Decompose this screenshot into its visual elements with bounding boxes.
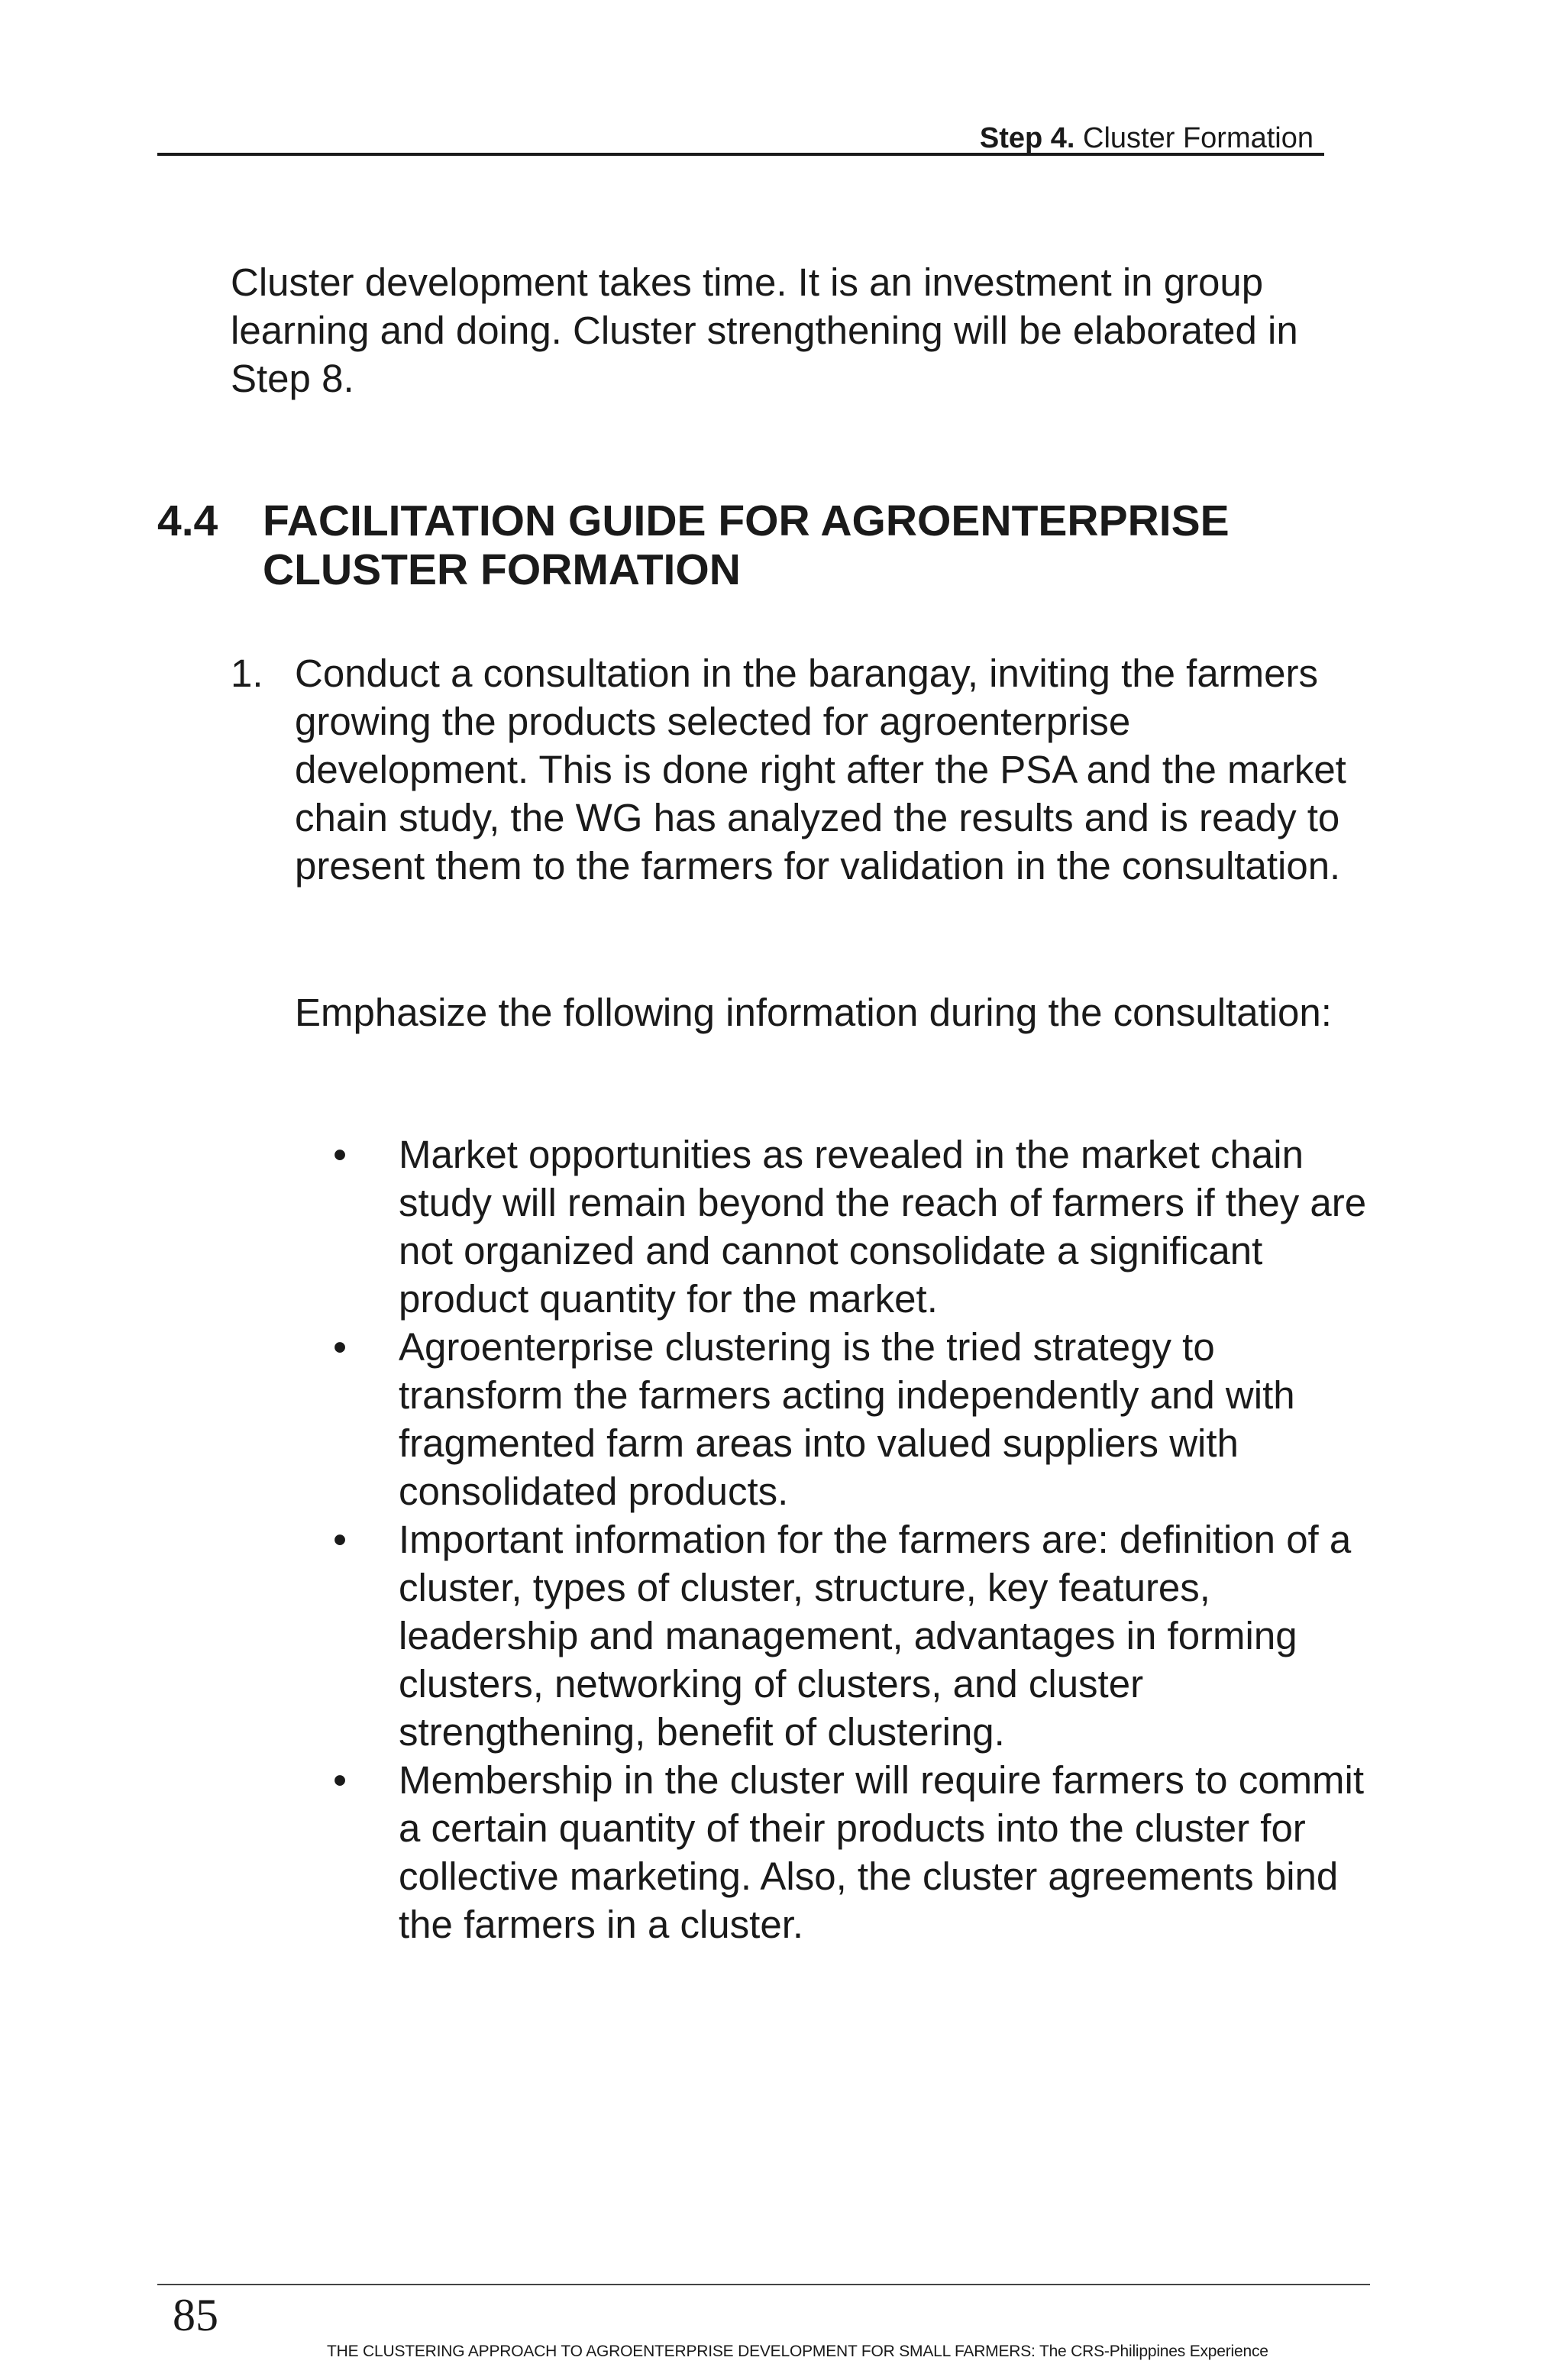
header-step-title: Cluster Formation [1083,122,1314,154]
header-rule [157,153,1324,156]
list-item-number: 1. [231,652,263,695]
intro-paragraph: Cluster development takes time. It is an investment in group learning and doing. Cluster strengthening will be elaborated in Step 8. [231,260,1298,400]
bullet-item [328,1515,1367,1756]
bullet-icon: • [333,1518,347,1561]
bullet-icon: • [333,1133,347,1176]
bullet-item [328,1756,1367,1948]
bullet-icon: • [333,1758,347,1802]
bullet-icon: • [333,1325,347,1369]
page-number: 85 [173,2290,218,2340]
bullet-list [328,1130,1367,1948]
header-step-label: Step 4. [979,122,1075,154]
bullet-text: Membership in the cluster will require farmers to commit a certain quantity of their products into the cluster for collective marketing. Also, the cluster agreements bind the farmers in a cluster. [399,1758,1365,1946]
bullet-text: Market opportunities as revealed in the market chain study will remain beyond the reach of farmers if they are not organized and cannot consolidate a significant product quantity for the market. [399,1133,1367,1321]
bullet-item [328,1323,1367,1515]
section-number: 4.4 [157,496,218,545]
emphasis-paragraph: Emphasize the following information during the consultation: [295,991,1332,1034]
bullet-text: Agroenterprise clustering is the tried strategy to transform the farmers acting independently and with fragmented farm areas into valued suppliers with consolidated products. [399,1325,1295,1513]
list-item-text: Conduct a consultation in the barangay, inviting the farmers growing the products selected for agroenterprise development. This is done right after the PSA and the market chain study, the WG has analyzed the results and is ready to present them to the farmers for validation in the consultation. [295,652,1346,888]
section-title: FACILITATION GUIDE FOR AGROENTERPRISE CLUSTER FORMATION [263,496,1230,594]
footer-rule [157,2284,1370,2285]
running-header [878,121,1314,156]
footer-book-title: THE CLUSTERING APPROACH TO AGROENTERPRISE DEVELOPMENT FOR SMALL FARMERS: The CRS-Philippines Experience [327,2343,1268,2360]
bullet-text: Important information for the farmers are: definition of a cluster, types of cluster, structure, key features, leadership and management, advantages in forming clusters, networking of clusters, and cluster strengthening, benefit of clustering. [399,1518,1352,1754]
bullet-item [328,1130,1367,1323]
